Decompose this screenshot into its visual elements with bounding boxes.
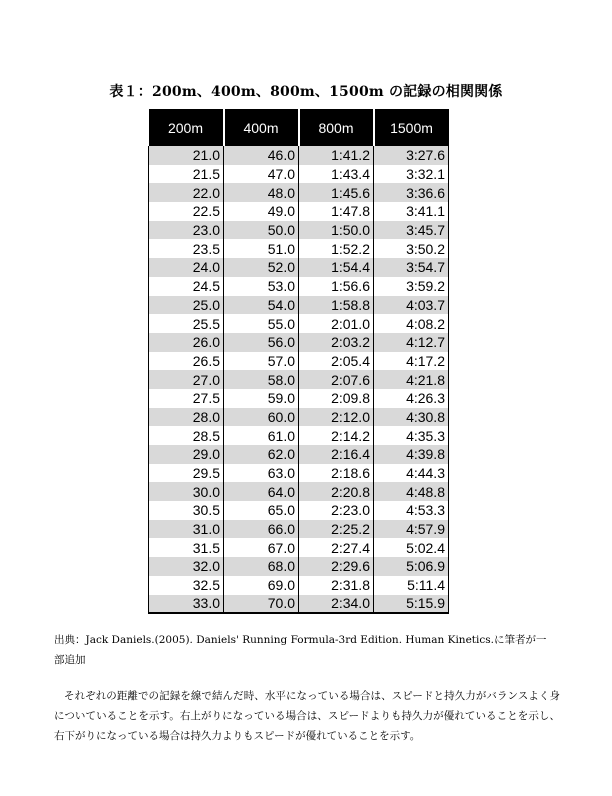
- cell-200m: 31.0: [149, 520, 224, 539]
- table-row: [149, 221, 449, 240]
- cell-1500m: 4:08.2: [374, 314, 449, 333]
- cell-200m: 32.0: [149, 557, 224, 576]
- cell-800m: 2:03.2: [299, 333, 374, 352]
- cell-1500m: 3:50.2: [374, 239, 449, 258]
- cell-200m: 25.0: [149, 296, 224, 315]
- cell-800m: 2:27.4: [299, 538, 374, 557]
- table-header-row: [149, 109, 449, 146]
- cell-200m: 23.5: [149, 239, 224, 258]
- cell-200m: 24.5: [149, 277, 224, 296]
- table-row: [149, 501, 449, 520]
- cell-200m: 32.5: [149, 576, 224, 595]
- cell-400m: 47.0: [224, 165, 299, 184]
- table-row: [149, 296, 449, 315]
- cell-400m: 68.0: [224, 557, 299, 576]
- table-row: [149, 146, 449, 165]
- table-row: [149, 352, 449, 371]
- table-row: [149, 165, 449, 184]
- table-row: [149, 482, 449, 501]
- cell-400m: 66.0: [224, 520, 299, 539]
- cell-800m: 2:18.6: [299, 464, 374, 483]
- cell-1500m: 3:32.1: [374, 165, 449, 184]
- cell-400m: 46.0: [224, 146, 299, 165]
- cell-800m: 2:25.2: [299, 520, 374, 539]
- cell-800m: 2:16.4: [299, 445, 374, 464]
- cell-400m: 54.0: [224, 296, 299, 315]
- cell-400m: 63.0: [224, 464, 299, 483]
- table-row: [149, 408, 449, 427]
- cell-1500m: 3:59.2: [374, 277, 449, 296]
- cell-800m: 2:14.2: [299, 426, 374, 445]
- table-row: [149, 445, 449, 464]
- cell-200m: 30.5: [149, 501, 224, 520]
- table-row: [149, 277, 449, 296]
- cell-800m: 2:07.6: [299, 370, 374, 389]
- cell-800m: 2:31.8: [299, 576, 374, 595]
- cell-200m: 29.5: [149, 464, 224, 483]
- table-row: [149, 538, 449, 557]
- cell-400m: 57.0: [224, 352, 299, 371]
- cell-1500m: 4:17.2: [374, 352, 449, 371]
- cell-200m: 22.0: [149, 183, 224, 202]
- cell-200m: 23.0: [149, 221, 224, 240]
- cell-1500m: 4:57.9: [374, 520, 449, 539]
- cell-1500m: 4:48.8: [374, 482, 449, 501]
- source-note: 出典：Jack Daniels.(2005). Daniels' Running Formula-3rd Edition. Human Kinetics.に筆者が一部追加: [54, 634, 547, 666]
- header-200m: 200m: [149, 109, 224, 146]
- cell-800m: 1:45.6: [299, 183, 374, 202]
- table-row: [149, 520, 449, 539]
- table-row: [149, 202, 449, 221]
- cell-1500m: 5:06.9: [374, 557, 449, 576]
- cell-400m: 70.0: [224, 595, 299, 614]
- table-row: [149, 576, 449, 595]
- table-row: [149, 426, 449, 445]
- table-row: [149, 258, 449, 277]
- cell-400m: 60.0: [224, 408, 299, 427]
- table-row: [149, 370, 449, 389]
- cell-400m: 52.0: [224, 258, 299, 277]
- cell-800m: 1:58.8: [299, 296, 374, 315]
- explanation-paragraph: それぞれの距離での記録を線で結んだ時、水平になっている場合は、スピードと持久力がバランスよく身についていることを示す。右上がりになっている場合は、スピードよりも持久力が優れていることを示し、右下がりになっている場合は持久力よりもスピードが優れていることを示す。: [54, 690, 560, 742]
- cell-400m: 50.0: [224, 221, 299, 240]
- cell-1500m: 5:02.4: [374, 538, 449, 557]
- cell-400m: 59.0: [224, 389, 299, 408]
- cell-800m: 2:20.8: [299, 482, 374, 501]
- cell-1500m: 3:41.1: [374, 202, 449, 221]
- cell-1500m: 4:03.7: [374, 296, 449, 315]
- cell-400m: 62.0: [224, 445, 299, 464]
- cell-400m: 67.0: [224, 538, 299, 557]
- table-row: [149, 314, 449, 333]
- table-row: [149, 557, 449, 576]
- header-1500m: 1500m: [374, 109, 449, 146]
- cell-800m: 1:54.4: [299, 258, 374, 277]
- cell-800m: 1:52.2: [299, 239, 374, 258]
- cell-800m: 1:47.8: [299, 202, 374, 221]
- cell-800m: 2:01.0: [299, 314, 374, 333]
- cell-1500m: 4:26.3: [374, 389, 449, 408]
- cell-1500m: 4:39.8: [374, 445, 449, 464]
- table-row: [149, 389, 449, 408]
- cell-1500m: 3:45.7: [374, 221, 449, 240]
- cell-200m: 26.5: [149, 352, 224, 371]
- cell-1500m: 4:30.8: [374, 408, 449, 427]
- header-800m: 800m: [299, 109, 374, 146]
- cell-800m: 1:43.4: [299, 165, 374, 184]
- table-row: [149, 595, 449, 614]
- cell-400m: 65.0: [224, 501, 299, 520]
- table-title: 表１：200m、400m、800m、1500m の記録の相関関係: [109, 84, 503, 100]
- cell-400m: 56.0: [224, 333, 299, 352]
- table-row: [149, 464, 449, 483]
- cell-200m: 26.0: [149, 333, 224, 352]
- cell-1500m: 5:11.4: [374, 576, 449, 595]
- cell-1500m: 4:53.3: [374, 501, 449, 520]
- cell-200m: 21.0: [149, 146, 224, 165]
- cell-1500m: 3:36.6: [374, 183, 449, 202]
- cell-200m: 29.0: [149, 445, 224, 464]
- cell-800m: 1:41.2: [299, 146, 374, 165]
- cell-200m: 30.0: [149, 482, 224, 501]
- cell-800m: 2:05.4: [299, 352, 374, 371]
- cell-400m: 69.0: [224, 576, 299, 595]
- header-400m: 400m: [224, 109, 299, 146]
- cell-800m: 2:23.0: [299, 501, 374, 520]
- cell-800m: 1:50.0: [299, 221, 374, 240]
- cell-800m: 2:29.6: [299, 557, 374, 576]
- table-row: [149, 183, 449, 202]
- table-row: [149, 333, 449, 352]
- cell-200m: 33.0: [149, 595, 224, 614]
- records-table: [148, 109, 449, 614]
- cell-800m: 1:56.6: [299, 277, 374, 296]
- cell-200m: 31.5: [149, 538, 224, 557]
- cell-1500m: 4:21.8: [374, 370, 449, 389]
- cell-400m: 58.0: [224, 370, 299, 389]
- cell-200m: 27.5: [149, 389, 224, 408]
- cell-1500m: 4:35.3: [374, 426, 449, 445]
- table-row: [149, 239, 449, 258]
- cell-400m: 53.0: [224, 277, 299, 296]
- cell-1500m: 5:15.9: [374, 595, 449, 614]
- table-body: [149, 146, 449, 613]
- cell-400m: 61.0: [224, 426, 299, 445]
- cell-400m: 64.0: [224, 482, 299, 501]
- cell-200m: 24.0: [149, 258, 224, 277]
- cell-200m: 28.0: [149, 408, 224, 427]
- cell-800m: 2:34.0: [299, 595, 374, 614]
- cell-400m: 49.0: [224, 202, 299, 221]
- cell-1500m: 3:27.6: [374, 146, 449, 165]
- cell-200m: 22.5: [149, 202, 224, 221]
- cell-200m: 28.5: [149, 426, 224, 445]
- cell-1500m: 4:44.3: [374, 464, 449, 483]
- cell-200m: 27.0: [149, 370, 224, 389]
- cell-800m: 2:12.0: [299, 408, 374, 427]
- cell-200m: 21.5: [149, 165, 224, 184]
- cell-1500m: 4:12.7: [374, 333, 449, 352]
- cell-200m: 25.5: [149, 314, 224, 333]
- cell-400m: 48.0: [224, 183, 299, 202]
- cell-1500m: 3:54.7: [374, 258, 449, 277]
- cell-400m: 51.0: [224, 239, 299, 258]
- cell-400m: 55.0: [224, 314, 299, 333]
- cell-800m: 2:09.8: [299, 389, 374, 408]
